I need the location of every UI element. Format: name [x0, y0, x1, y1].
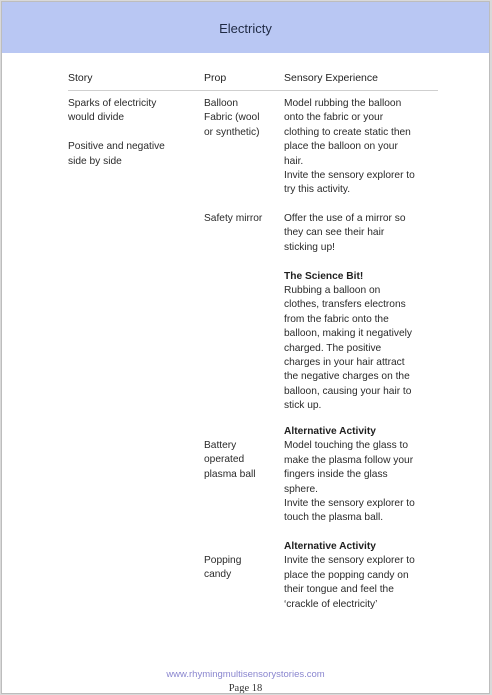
experience-line: sticking up!: [284, 241, 335, 253]
experience-cell-balloon: [284, 97, 415, 198]
prop-line: operated: [204, 454, 245, 466]
science-line: balloon, making it negatively: [284, 328, 412, 340]
science-heading: The Science Bit!: [284, 270, 364, 282]
page-title: Electricty: [219, 21, 272, 36]
science-line: charges in your hair attract: [284, 357, 405, 369]
experience-line: clothing to create static then: [284, 126, 411, 138]
column-header-prop: Prop: [204, 72, 227, 84]
story-cell: [68, 97, 165, 169]
experience-cell-plasma-ball: [284, 425, 415, 526]
experience-line: touch the plasma ball.: [284, 512, 384, 524]
experience-line: Model touching the glass to: [284, 440, 409, 452]
column-header-story: Story: [68, 72, 93, 84]
experience-line: Invite the sensory explorer to: [284, 170, 415, 182]
experience-line: their tongue and feel the: [284, 584, 394, 596]
experience-line: Invite the sensory explorer to: [284, 498, 415, 510]
experience-cell-popping-candy: [284, 540, 415, 612]
experience-line: onto the fabric or your: [284, 112, 384, 124]
experience-line: ‘crackle of electricity’: [284, 598, 378, 610]
header-divider: [68, 90, 438, 91]
experience-line: try this activity.: [284, 184, 351, 196]
experience-line: sphere.: [284, 483, 318, 495]
alternative-activity-heading: Alternative Activity: [284, 426, 376, 437]
experience-line: place the balloon on your: [284, 141, 398, 153]
experience-line: make the plasma follow your: [284, 454, 414, 466]
experience-line: they can see their hair: [284, 227, 385, 239]
story-line: would divide: [68, 112, 125, 124]
science-line: charged. The positive: [284, 342, 382, 354]
prop-line: Fabric (wool: [204, 112, 260, 124]
footer-website-link[interactable]: www.rhymingmultisensorystories.com: [166, 669, 325, 680]
prop-line: candy: [204, 569, 232, 581]
experience-line: Model rubbing the balloon: [284, 98, 402, 109]
prop-line: Balloon: [204, 98, 238, 109]
prop-line: Safety mirror: [204, 213, 263, 224]
science-line: balloon, causing your hair to: [284, 385, 412, 397]
science-line: the negative charges on the: [284, 371, 410, 383]
page-number: Page 18: [228, 683, 263, 694]
science-line: clothes, transfers electrons: [284, 299, 406, 311]
experience-line: hair.: [284, 155, 304, 167]
story-line: Positive and negative: [68, 141, 165, 153]
prop-cell-balloon: [204, 97, 259, 140]
science-line: from the fabric onto the: [284, 313, 389, 325]
column-header-sensory: Sensory Experience: [284, 72, 378, 84]
prop-cell-mirror: [204, 212, 262, 226]
prop-line: Popping: [204, 555, 242, 566]
experience-line: Invite the sensory explorer to: [284, 555, 415, 567]
story-line: Sparks of electricity: [68, 98, 157, 109]
science-line: stick up.: [284, 400, 322, 412]
experience-cell-mirror: [284, 212, 412, 414]
prop-line: or synthetic): [204, 126, 260, 138]
science-line: Rubbing a balloon on: [284, 285, 381, 297]
experience-line: fingers inside the glass: [284, 469, 388, 481]
story-line: side by side: [68, 155, 122, 167]
prop-line: plasma ball: [204, 468, 256, 480]
alternative-activity-heading: Alternative Activity: [284, 541, 376, 552]
prop-line: Battery: [204, 440, 237, 451]
experience-line: place the popping candy on: [284, 569, 409, 581]
experience-line: Offer the use of a mirror so: [284, 213, 406, 224]
prop-cell-plasma-ball: [204, 439, 256, 482]
document-page: [1, 1, 490, 694]
prop-cell-popping-candy: [204, 554, 241, 583]
